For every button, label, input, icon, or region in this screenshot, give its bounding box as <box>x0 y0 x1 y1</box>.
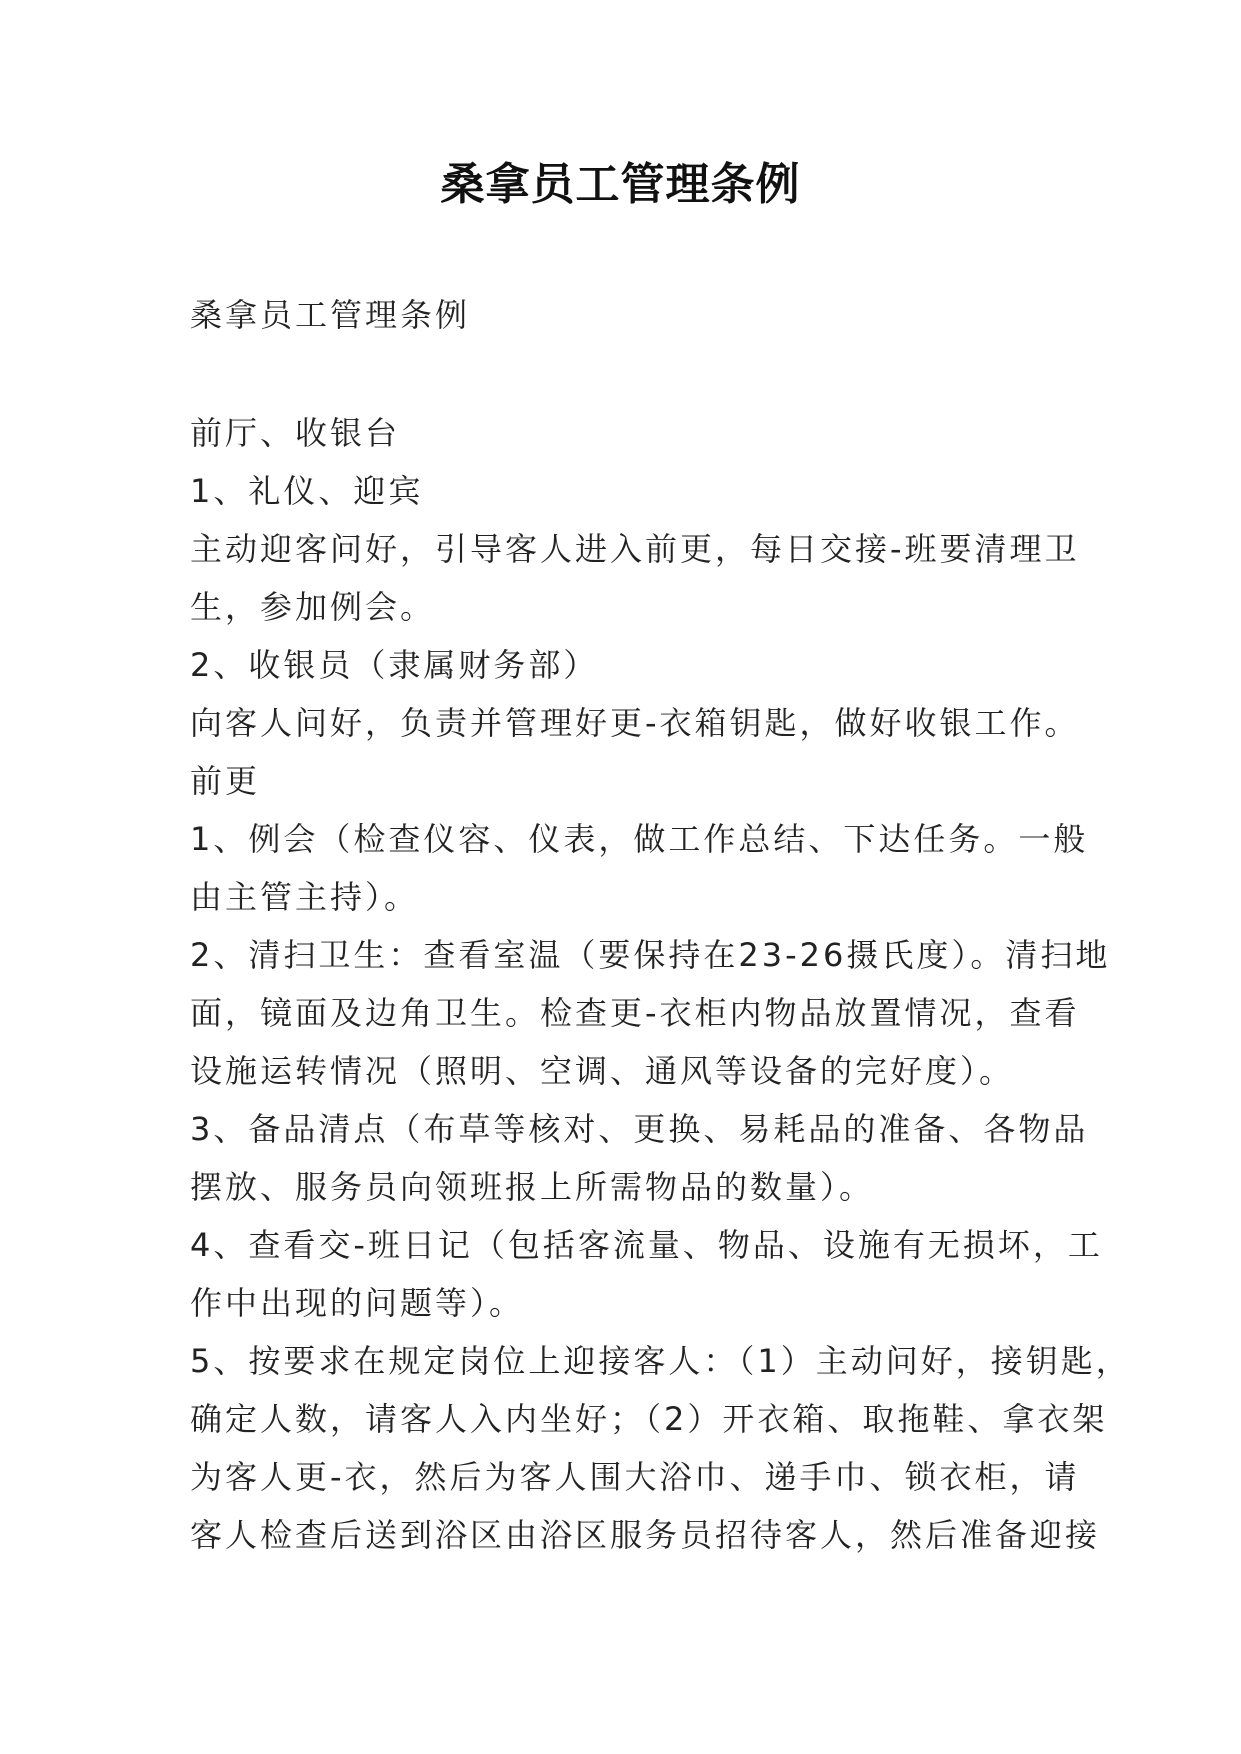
paragraph-line: 摆放、服务员向领班报上所需物品的数量）。 <box>190 1168 875 1206</box>
paragraph-line: 设施运转情况（照明、空调、通风等设备的完好度）。 <box>190 1052 1015 1090</box>
paragraph-line: 作中出现的问题等）。 <box>190 1284 525 1322</box>
paragraph-line: 为客人更-衣，然后为客人围大浴巾、递手巾、锁衣柜，请 <box>190 1458 1080 1496</box>
paragraph-line: 5、按要求在规定岗位上迎接客人：（1）主动问好，接钥匙， <box>190 1342 1131 1380</box>
paragraph-line: 2、清扫卫生：查看室温（要保持在23-26摄氏度）。清扫地 <box>190 936 1111 974</box>
section-heading-front-desk: 前厅、收银台 <box>190 414 401 452</box>
paragraph-line: 1、例会（检查仪容、仪表，做工作总结、下达任务。一般 <box>190 820 1089 858</box>
document-title: 桑拿员工管理条例 <box>440 159 801 210</box>
subtitle-line: 桑拿员工管理条例 <box>190 296 471 334</box>
paragraph-line: 由主管主持）。 <box>190 878 420 916</box>
paragraph-line: 向客人问好，负责并管理好更-衣箱钥匙，做好收银工作。 <box>190 704 1080 742</box>
item-heading-etiquette: 1、礼仪、迎宾 <box>190 472 424 510</box>
section-heading-front-changing: 前更 <box>190 762 261 800</box>
paragraph-line: 4、查看交-班日记（包括客流量、物品、设施有无损坏，工 <box>190 1226 1103 1264</box>
paragraph-line: 面，镜面及边角卫生。检查更-衣柜内物品放置情况，查看 <box>190 994 1080 1032</box>
paragraph-line: 主动迎客问好，引导客人进入前更，每日交接-班要清理卫 <box>190 530 1080 568</box>
paragraph-line: 3、备品清点（布草等核对、更换、易耗品的准备、各物品 <box>190 1110 1089 1148</box>
paragraph-line: 生，参加例会。 <box>190 588 436 626</box>
item-heading-cashier: 2、收银员（隶属财务部） <box>190 646 599 684</box>
paragraph-line: 确定人数，请客人入内坐好；（2）开衣箱、取拖鞋、拿衣架 <box>190 1400 1108 1438</box>
paragraph-line: 客人检查后送到浴区由浴区服务员招待客人，然后准备迎接 <box>190 1516 1101 1554</box>
